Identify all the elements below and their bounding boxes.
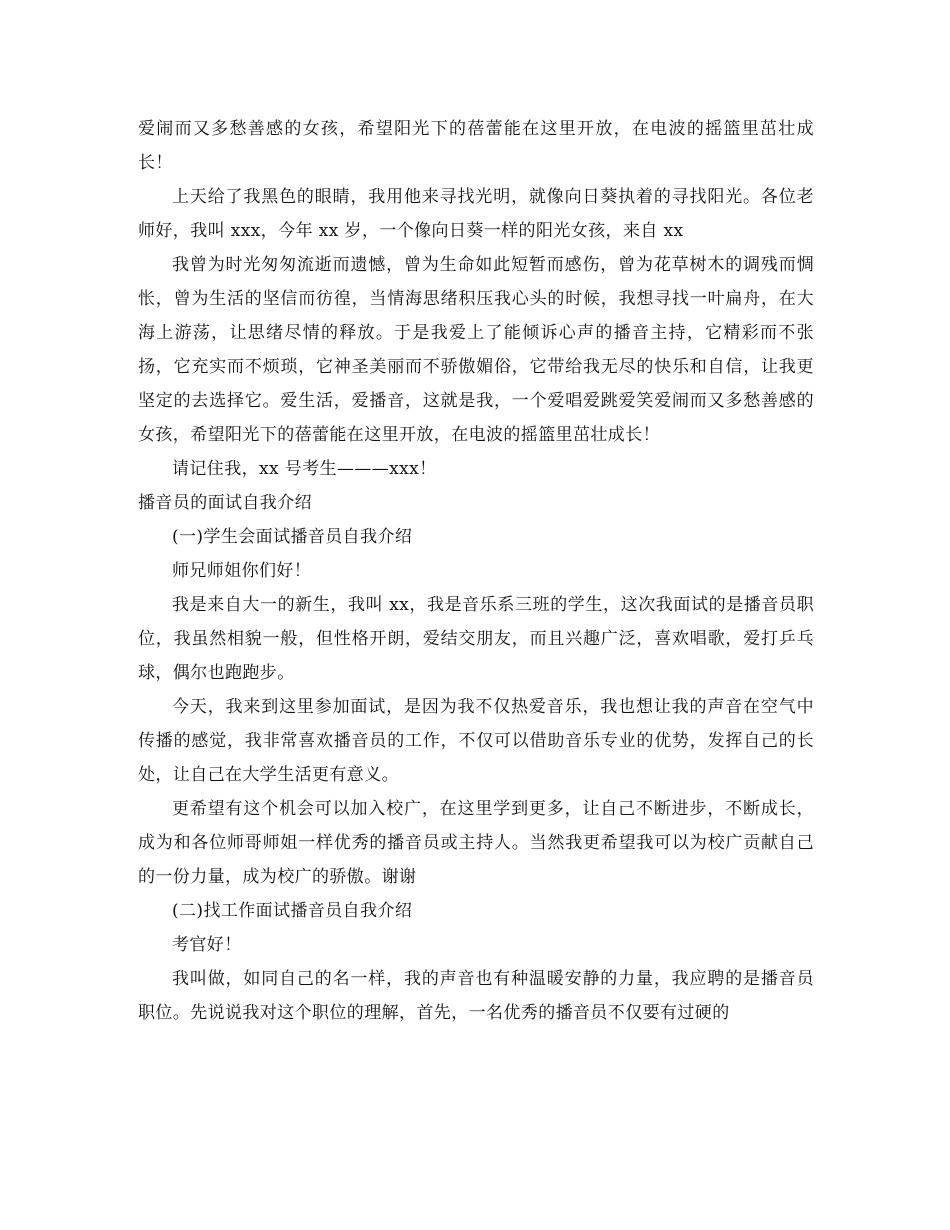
paragraph: 师兄师姐你们好！ [172, 561, 312, 581]
paragraph: 今天，我来到这里参加面试，是因为我不仅热爱音乐，我也想让我的声音在空气中传播的感觉，我非常喜欢播音员的工作，不仅可以借助音乐专业的优势，发挥自己的长处，让自己在大学生活更有意义。 [138, 697, 814, 785]
subsection-heading: (二)找工作面试播音员自我介绍 [172, 901, 413, 921]
paragraph: 上天给了我黑色的眼睛，我用他来寻找光明，就像向日葵执着的寻找阳光。各位老师好，我叫 xxx，今年 xx 岁，一个像向日葵一样的阳光女孩，来自 xx [138, 187, 814, 241]
section-heading: 播音员的面试自我介绍 [138, 493, 312, 513]
paragraph: 考官好！ [172, 935, 242, 955]
paragraph: 我曾为时光匆匆流逝而遗憾，曾为生命如此短暂而感伤，曾为花草树木的调残而惆怅，曾为生活的坚信而彷徨，当情海思绪积压我心头的时候，我想寻找一叶扁舟，在大海上游荡，让思绪尽情的释放。于是我爱上了能倾诉心声的播音主持，它精彩而不张扬，它充实而不烦琐，它神圣美丽而不骄傲媚俗，它带给我无尽的快乐和自信，让我更坚定的去选择它。爱生活，爱播音，这就是我，一个爱唱爱跳爱笑爱闹而又多愁善感的女孩，希望阳光下的蓓蕾能在这里开放，在电波的摇篮里茁壮成长！ [138, 255, 814, 445]
document-body [138, 112, 814, 1030]
paragraph: 我叫做，如同自己的名一样，我的声音也有种温暖安静的力量，我应聘的是播音员职位。先说说我对这个职位的理解，首先，一名优秀的播音员不仅要有过硬的 [138, 969, 814, 1023]
paragraph: 爱闹而又多愁善感的女孩，希望阳光下的蓓蕾能在这里开放，在电波的摇篮里茁壮成长！ [138, 119, 814, 173]
paragraph: 请记住我，xx 号考生———xxx！ [172, 459, 437, 479]
paragraph: 我是来自大一的新生，我叫 xx，我是音乐系三班的学生，这次我面试的是播音员职位，我虽然相貌一般，但性格开朗，爱结交朋友，而且兴趣广泛，喜欢唱歌，爱打乒乓球，偶尔也跑跑步。 [138, 595, 814, 683]
paragraph: 更希望有这个机会可以加入校广，在这里学到更多，让自己不断进步，不断成长，成为和各位师哥师姐一样优秀的播音员或主持人。当然我更希望我可以为校广贡献自己的一份力量，成为校广的骄傲。谢谢 [138, 799, 814, 887]
subsection-heading: (一)学生会面试播音员自我介绍 [172, 527, 413, 547]
